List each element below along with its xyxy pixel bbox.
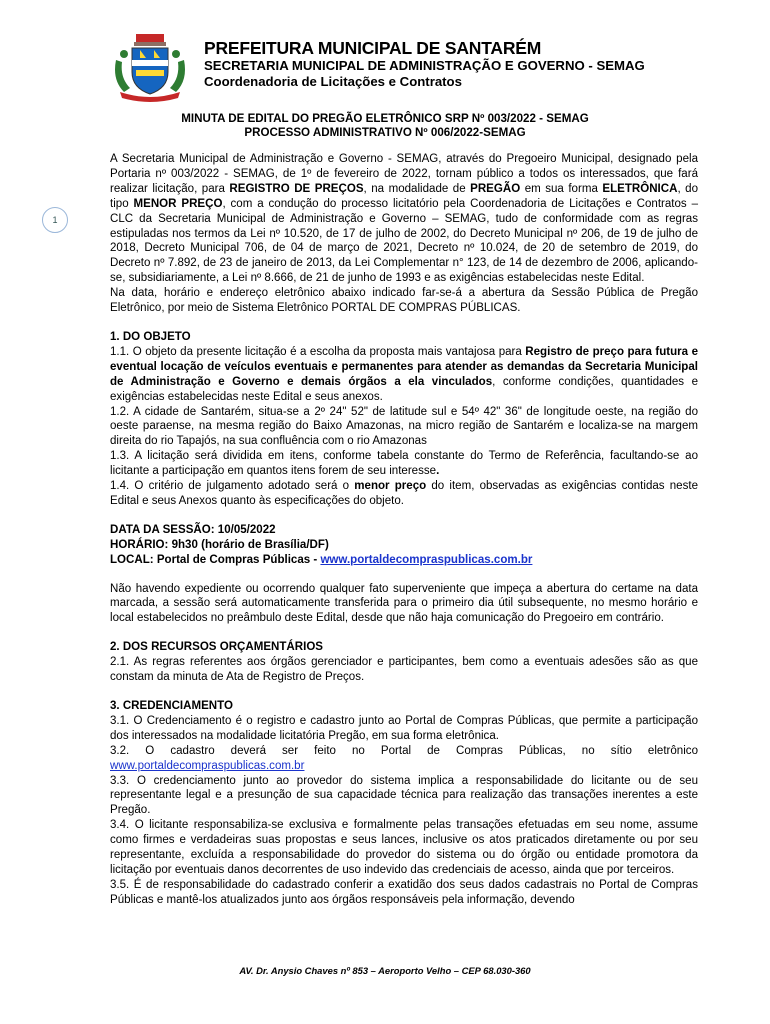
section-heading-credenciamento: 3. CREDENCIAMENTO: [110, 700, 233, 712]
intro-paragraph-2: Na data, horário e endereço eletrônico abaixo indicado far-se-á a abertura da Sessão Pública de Pregão Eletrônico, por meio de Sistema Eletrônico PORTAL DE COMPRAS PÚBLICAS.: [110, 287, 698, 315]
clause-bold: .: [436, 465, 440, 478]
document-body: [110, 152, 698, 908]
portal-link-credenciamento[interactable]: www.portaldecompraspublicas.com.br: [110, 759, 305, 772]
edital-title: MINUTA DE EDITAL DO PREGÃO ELETRÔNICO SRP Nº 003/2022 - SEMAG: [181, 112, 589, 125]
session-date: DATA DA SESSÃO: 10/05/2022: [110, 523, 276, 536]
clause-bold: Registro de preço para futura e eventual locação de veículos eventuais e permanentes para atender as demandas da Secretaria Municipal de Administração e Governo e demais órgãos a ela vinculados: [110, 345, 698, 388]
clause-bold: menor preço: [354, 480, 427, 493]
intro-bold: ELETRÔNICA: [602, 182, 678, 195]
section-heading-objeto: 1. DO OBJETO: [110, 330, 191, 343]
clause-text: 1.3. A licitação será dividida em itens, conforme tabela constante do Termo de Referência, facultando-se ao licitante a participação em quantos itens forem de seu interesse: [110, 450, 698, 478]
section-heading-recursos: 2. DOS RECURSOS ORÇAMENTÁRIOS: [110, 641, 323, 654]
spacer: [110, 568, 698, 582]
spacer: [110, 685, 698, 699]
spacer: [110, 316, 698, 330]
clause-3-1: 3.1. O Credenciamento é o registro e cadastro junto ao Portal de Compras Públicas, que permite a participação dos interessados na modalidade licitatória Pregão, em sua forma eletrônica.: [110, 714, 698, 742]
clause-text: do item, observadas as exigências contidas neste Edital e seus Anexos quanto às especificações do objeto.: [110, 480, 698, 507]
session-local: [110, 553, 698, 568]
notice-paragraph: Não havendo expediente ou ocorrendo qualquer fato superveniente que impeça a abertura do certame na data marcada, a sessão será automaticamente transferida para o primeiro dia útil subsequente, no mesmo horário e local estabelecidos no preâmbulo deste Edital, desde que não haja comunicação do Pregoeiro em contrário.: [110, 582, 698, 625]
process-title: PROCESSO ADMINISTRATIVO Nº 006/2022-SEMAG: [244, 126, 526, 139]
clause-text: 1.4. O critério de julgamento adotado será o: [110, 480, 355, 493]
clause-3-4: 3.4. O licitante responsabiliza-se exclusiva e formalmente pelas transações efetuadas em seu nome, assume como firmes e verdadeiras suas propostas e seus lances, inclusive os atos praticados diretamente ou por seu representante, excluída a responsabilidade do provedor do sistema ou do órgão ou entidade promotora da licitação por eventuais danos decorrentes de uso indevido das credenciais de acesso, ainda que por terceiros.: [110, 819, 698, 876]
intro-bold: REGISTRO DE PREÇOS: [229, 182, 364, 195]
clause-2-1: 2.1. As regras referentes aos órgãos gerenciador e participantes, bem como a eventuais adesões são as que constam da minuta de Ata de Registro de Preços.: [110, 656, 698, 684]
document-titles: [0, 112, 770, 140]
portal-link[interactable]: www.portaldecompraspublicas.com.br: [320, 553, 533, 566]
intro-text: , na modalidade de: [363, 182, 471, 195]
clause-text: , conforme condições, quantidades e exigências estabelecidas neste Edital e seus anexos.: [110, 375, 698, 403]
clause-1-2: 1.2. A cidade de Santarém, situa-se a 2º 24" 52" de latitude sul e 54º 42" 36" de longitude oeste, na região do oeste paraense, na mesma região do Baixo Amazonas, na micro região de Santarém e localiza-se na margem direita do rio Tapajós, na sua confluência com o rio Amazonas: [110, 405, 698, 448]
intro-bold: MENOR PREÇO: [133, 197, 223, 210]
intro-text: , do tipo: [110, 182, 698, 210]
intro-text: A Secretaria Municipal de Administração e Governo - SEMAG, através do Pregoeiro Municipal, designado pela Portaria nº 003/2022 - SEMAG, de 1º de fevereiro de 2022, tornam público a todos os interessados, que fará realizar licitação, para: [110, 153, 698, 195]
session-local-label: LOCAL: Portal de Compras Públicas -: [110, 553, 321, 566]
letterhead: [110, 30, 710, 100]
clause-3-2-link-line: [110, 759, 698, 774]
intro-bold: PREGÃO: [470, 182, 521, 195]
coat-of-arms-icon: [110, 30, 190, 102]
clause-text: 1.1. O objeto da presente licitação é a escolha da proposta mais vantajosa para: [110, 345, 526, 358]
intro-text: , com a condução do processo licitatório pela Coordenadoria de Licitações e Contratos – CLC da Secretaria Municipal de Administração e Governo – SEMAG, tudo de conformidade com as regras estipuladas nos termos da Lei nº 10.520, de 17 de julho de 2002, do Decreto Municipal nº 206, de 19 de julho de 2018, Decreto Municipal 706, de 04 de março de 2021, Decreto nº 10.024, de 20 de setembro de 2019, do Decreto nº 7.892, de 23 de janeiro de 2013, da Lei Complementar n° 123, de 14 de dezembro de 2006, aplicando-se, subsidiariamente, a Lei nº 8.666, de 21 de junho de 1993 e as exigências estabelecidas neste Edital.: [110, 197, 699, 285]
footer-address: AV. Dr. Anysio Chaves nº 853 – Aeroporto Velho – CEP 68.030-360: [239, 965, 531, 976]
session-time: HORÁRIO: 9h30 (horário de Brasília/DF): [110, 538, 329, 551]
clause-1-4: [110, 479, 698, 509]
header-secretaria: SECRETARIA MUNICIPAL DE ADMINISTRAÇÃO E GOVERNO - SEMAG: [204, 58, 645, 73]
intro-text: em sua forma: [520, 182, 603, 195]
clause-3-5: 3.5. É de responsabilidade do cadastrado conferir a exatidão dos seus dados cadastrais no Portal de Compras Públicas e mantê-los atualizados junto aos órgãos responsáveis pela informação, devendo: [110, 878, 698, 906]
clause-1-3: [110, 449, 698, 479]
intro-paragraph: [110, 152, 698, 286]
header-title: PREFEITURA MUNICIPAL DE SANTARÉM: [204, 38, 542, 58]
header-coordenadoria: Coordenadoria de Licitações e Contratos: [204, 74, 462, 89]
spacer: [110, 626, 698, 640]
spacer: [110, 509, 698, 523]
clause-3-2: 3.2. O cadastro deverá ser feito no Portal de Compras Públicas, no sítio eletrônico: [110, 744, 698, 757]
page-marker-badge[interactable]: 1: [42, 207, 68, 233]
clause-3-3: 3.3. O credenciamento junto ao provedor do sistema implica a responsabilidade do licitante ou de seu representante legal e a presunção de sua capacidade técnica para realização das transações inerentes a este Pregão.: [110, 774, 698, 817]
clause-1-1: [110, 345, 698, 405]
